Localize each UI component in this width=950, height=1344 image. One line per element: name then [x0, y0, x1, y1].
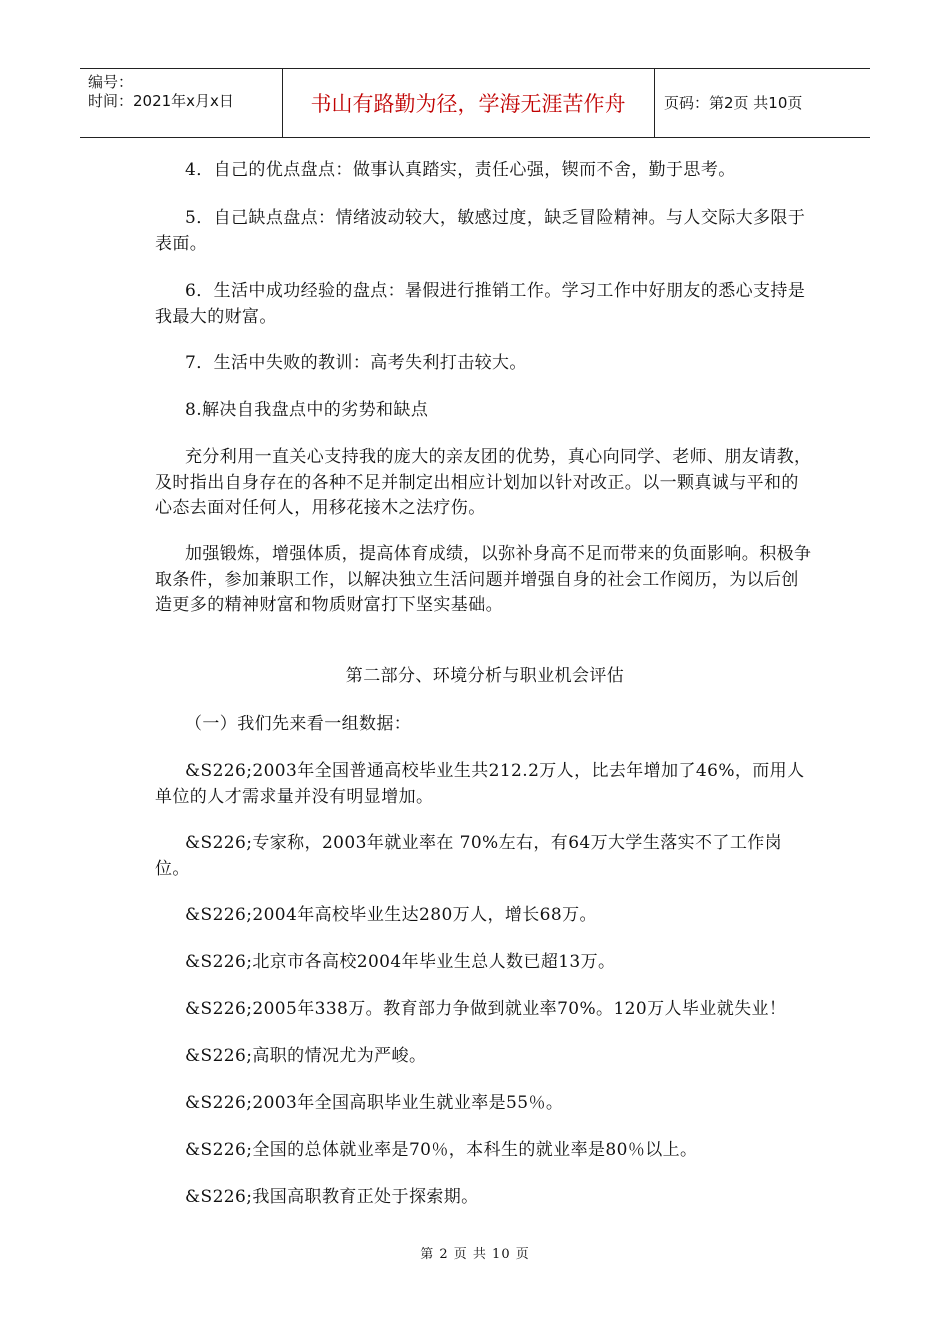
data-item: &S226;高职的情况尤为严峻。: [185, 1046, 427, 1066]
data-item: &S226;2003年全国高职毕业生就业率是55％。: [185, 1093, 564, 1113]
section-title: 第二部分、环境分析与职业机会评估: [345, 666, 625, 686]
paragraph-success-experience: 6．生活中成功经验的盘点：暑假进行推销工作。学习工作中好朋友的悉心支持是我最大的财富。: [155, 281, 806, 327]
header-page-info: 页码：第2页 共10页: [664, 94, 803, 112]
paragraph-solution-exercise: 加强锻炼，增强体质，提高体育成绩，以弥补身高不足而带来的负面影响。积极争取条件，参加兼职工作，以解决独立生活问题并增强自身的社会工作阅历，为以后创造更多的精神财富和物质财富打下坚实基础。: [155, 544, 812, 615]
data-item: &S226;北京市各高校2004年毕业生总人数已超13万。: [185, 952, 616, 972]
data-item: &S226;全国的总体就业率是70％，本科生的就业率是80％以上。: [185, 1140, 698, 1160]
data-item: &S226;2003年全国普通高校毕业生共212.2万人，比去年增加了46%，而用人单位的人才需求量并没有明显增加。: [155, 761, 805, 807]
data-item: &S226;2004年高校毕业生达280万人，增长68万。: [185, 905, 597, 925]
data-intro: （一）我们先来看一组数据：: [185, 714, 412, 734]
header-right-cell: [654, 69, 870, 137]
header-middle-cell: [282, 69, 655, 137]
data-item: &S226;我国高职教育正处于探索期。: [185, 1187, 479, 1207]
data-item: &S226;2005年338万。教育部力争做到就业率70%。120万人毕业就失业！: [185, 999, 787, 1019]
paragraph-weaknesses: 5．自己缺点盘点：情绪波动较大，敏感过度，缺乏冒险精神。与人交际大多限于表面。: [155, 208, 806, 254]
document-time-label: 时间：2021年x月x日: [88, 92, 234, 110]
header-left-cell: [80, 69, 283, 137]
paragraph-solution-support: 充分利用一直关心支持我的庞大的亲友团的优势，真心向同学、老师、朋友请教，及时指出自身存在的各种不足并制定出相应计划加以针对改正。以一颗真诚与平和的心态去面对任何人，用移花接木之法疗伤。: [155, 447, 812, 518]
page-footer: 第 2 页 共 10 页: [420, 1247, 530, 1262]
header-motto: 书山有路勤为径，学海无涯苦作舟: [310, 92, 626, 116]
paragraph-strengths: 4．自己的优点盘点：做事认真踏实，责任心强，锲而不舍，勤于思考。: [185, 160, 736, 180]
document-number-label: 编号：: [88, 73, 134, 91]
paragraph-failure-lesson: 7．生活中失败的教训：高考失利打击较大。: [185, 353, 527, 373]
data-item: &S226;专家称，2003年就业率在 70%左右，有64万大学生落实不了工作岗位。: [155, 833, 783, 879]
paragraph-solution-title: 8.解决自我盘点中的劣势和缺点: [185, 400, 429, 420]
page-header: [80, 68, 870, 138]
